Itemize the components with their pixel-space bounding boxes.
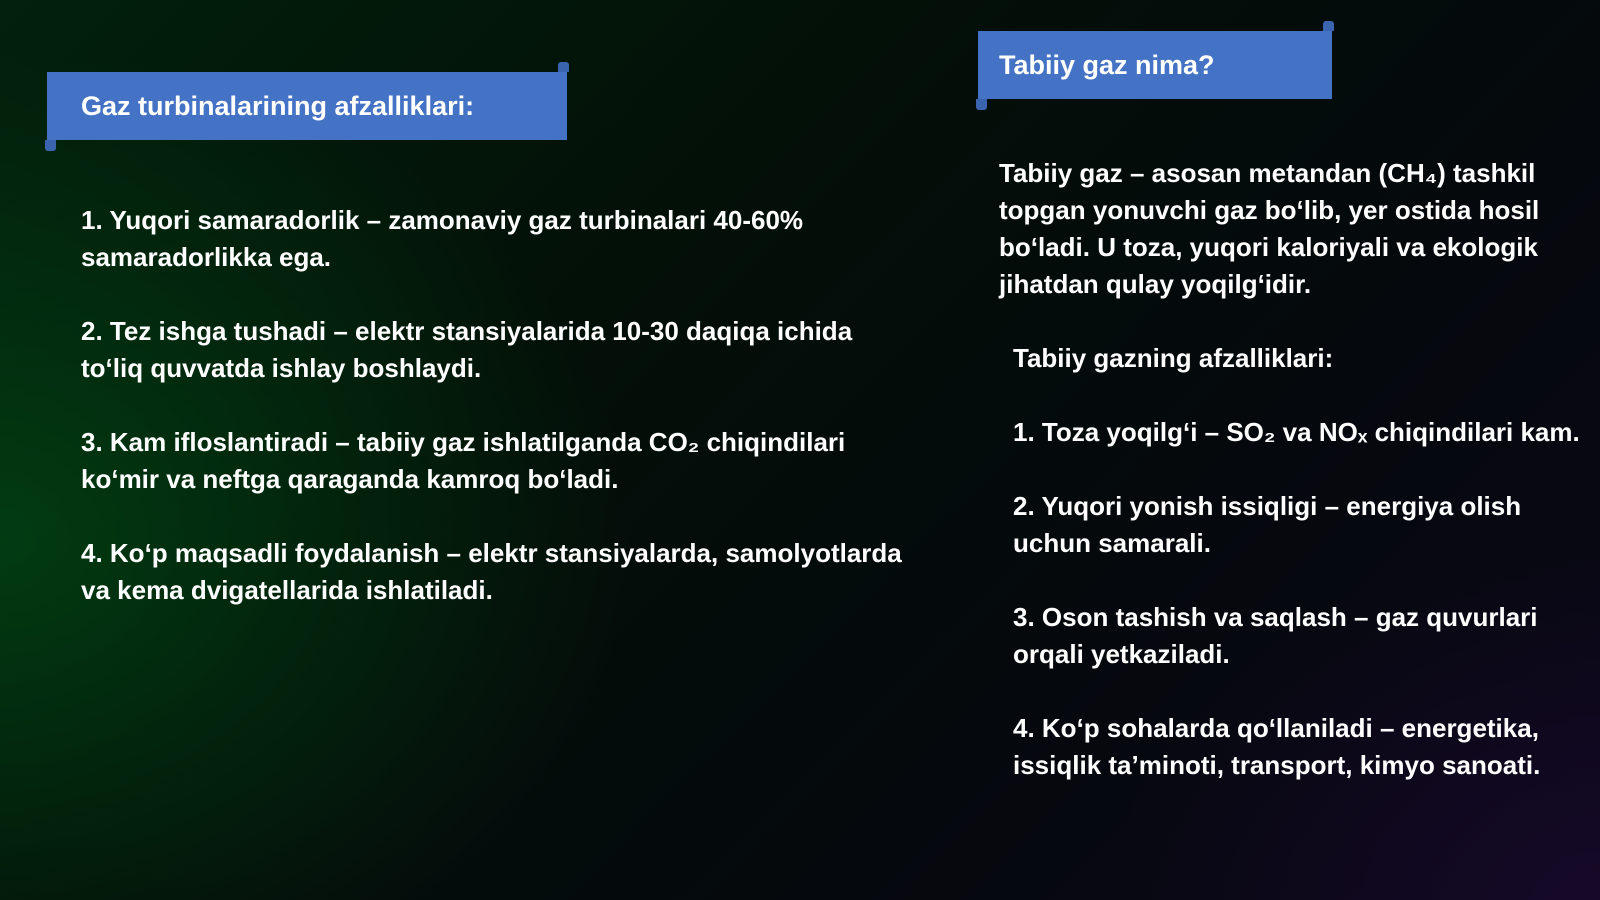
turbine-advantages-list (81, 202, 911, 609)
list-item: 2. Tez ishga tushadi – elektr stansiyalarida 10-30 daqiqa ichida to‘liq quvvatda ishlay boshlaydi. (81, 316, 853, 383)
list-item: 4. Ko‘p sohalarda qo‘llaniladi – energetika, issiqlik ta’minoti, transport, kimyo sanoati. (1013, 713, 1541, 780)
definition-text: Tabiiy gaz – asosan metandan (CH₄) tashkil topgan yonuvchi gaz bo‘lib, yer ostida hosil bo‘ladi. U toza, yuqori kaloriyali va ekologik jihatdan qulay yoqilg‘idir. (999, 158, 1540, 299)
list-item: 1. Yuqori samaradorlik – zamonaviy gaz turbinalari 40-60% samaradorlikka ega. (81, 205, 804, 272)
left-section-heading: Gaz turbinalarining afzalliklari: (81, 90, 475, 121)
list-item: 2. Yuqori yonish issiqligi – energiya olish uchun samarali. (1013, 491, 1522, 558)
list-item: 1. Toza yoqilg‘i – SO₂ va NOₓ chiqindilari kam. (1013, 417, 1580, 447)
list-item: 3. Kam ifloslantiradi – tabiiy gaz ishlatilganda CO₂ chiqindilari ko‘mir va neftga qaraganda kamroq bo‘ladi. (81, 427, 846, 494)
advantages-title: Tabiiy gazning afzalliklari: (1013, 343, 1334, 373)
natural-gas-info (999, 155, 1584, 784)
right-section-heading-banner (978, 31, 1332, 99)
right-section-heading: Tabiiy gaz nima? (999, 49, 1215, 80)
list-item: 4. Ko‘p maqsadli foydalanish – elektr stansiyalarda, samolyotlarda va kema dvigatellarida ishlatiladi. (81, 538, 902, 605)
list-item: 3. Oson tashish va saqlash – gaz quvurlari orqali yetkaziladi. (1013, 602, 1538, 669)
left-section-heading-banner (47, 72, 567, 140)
